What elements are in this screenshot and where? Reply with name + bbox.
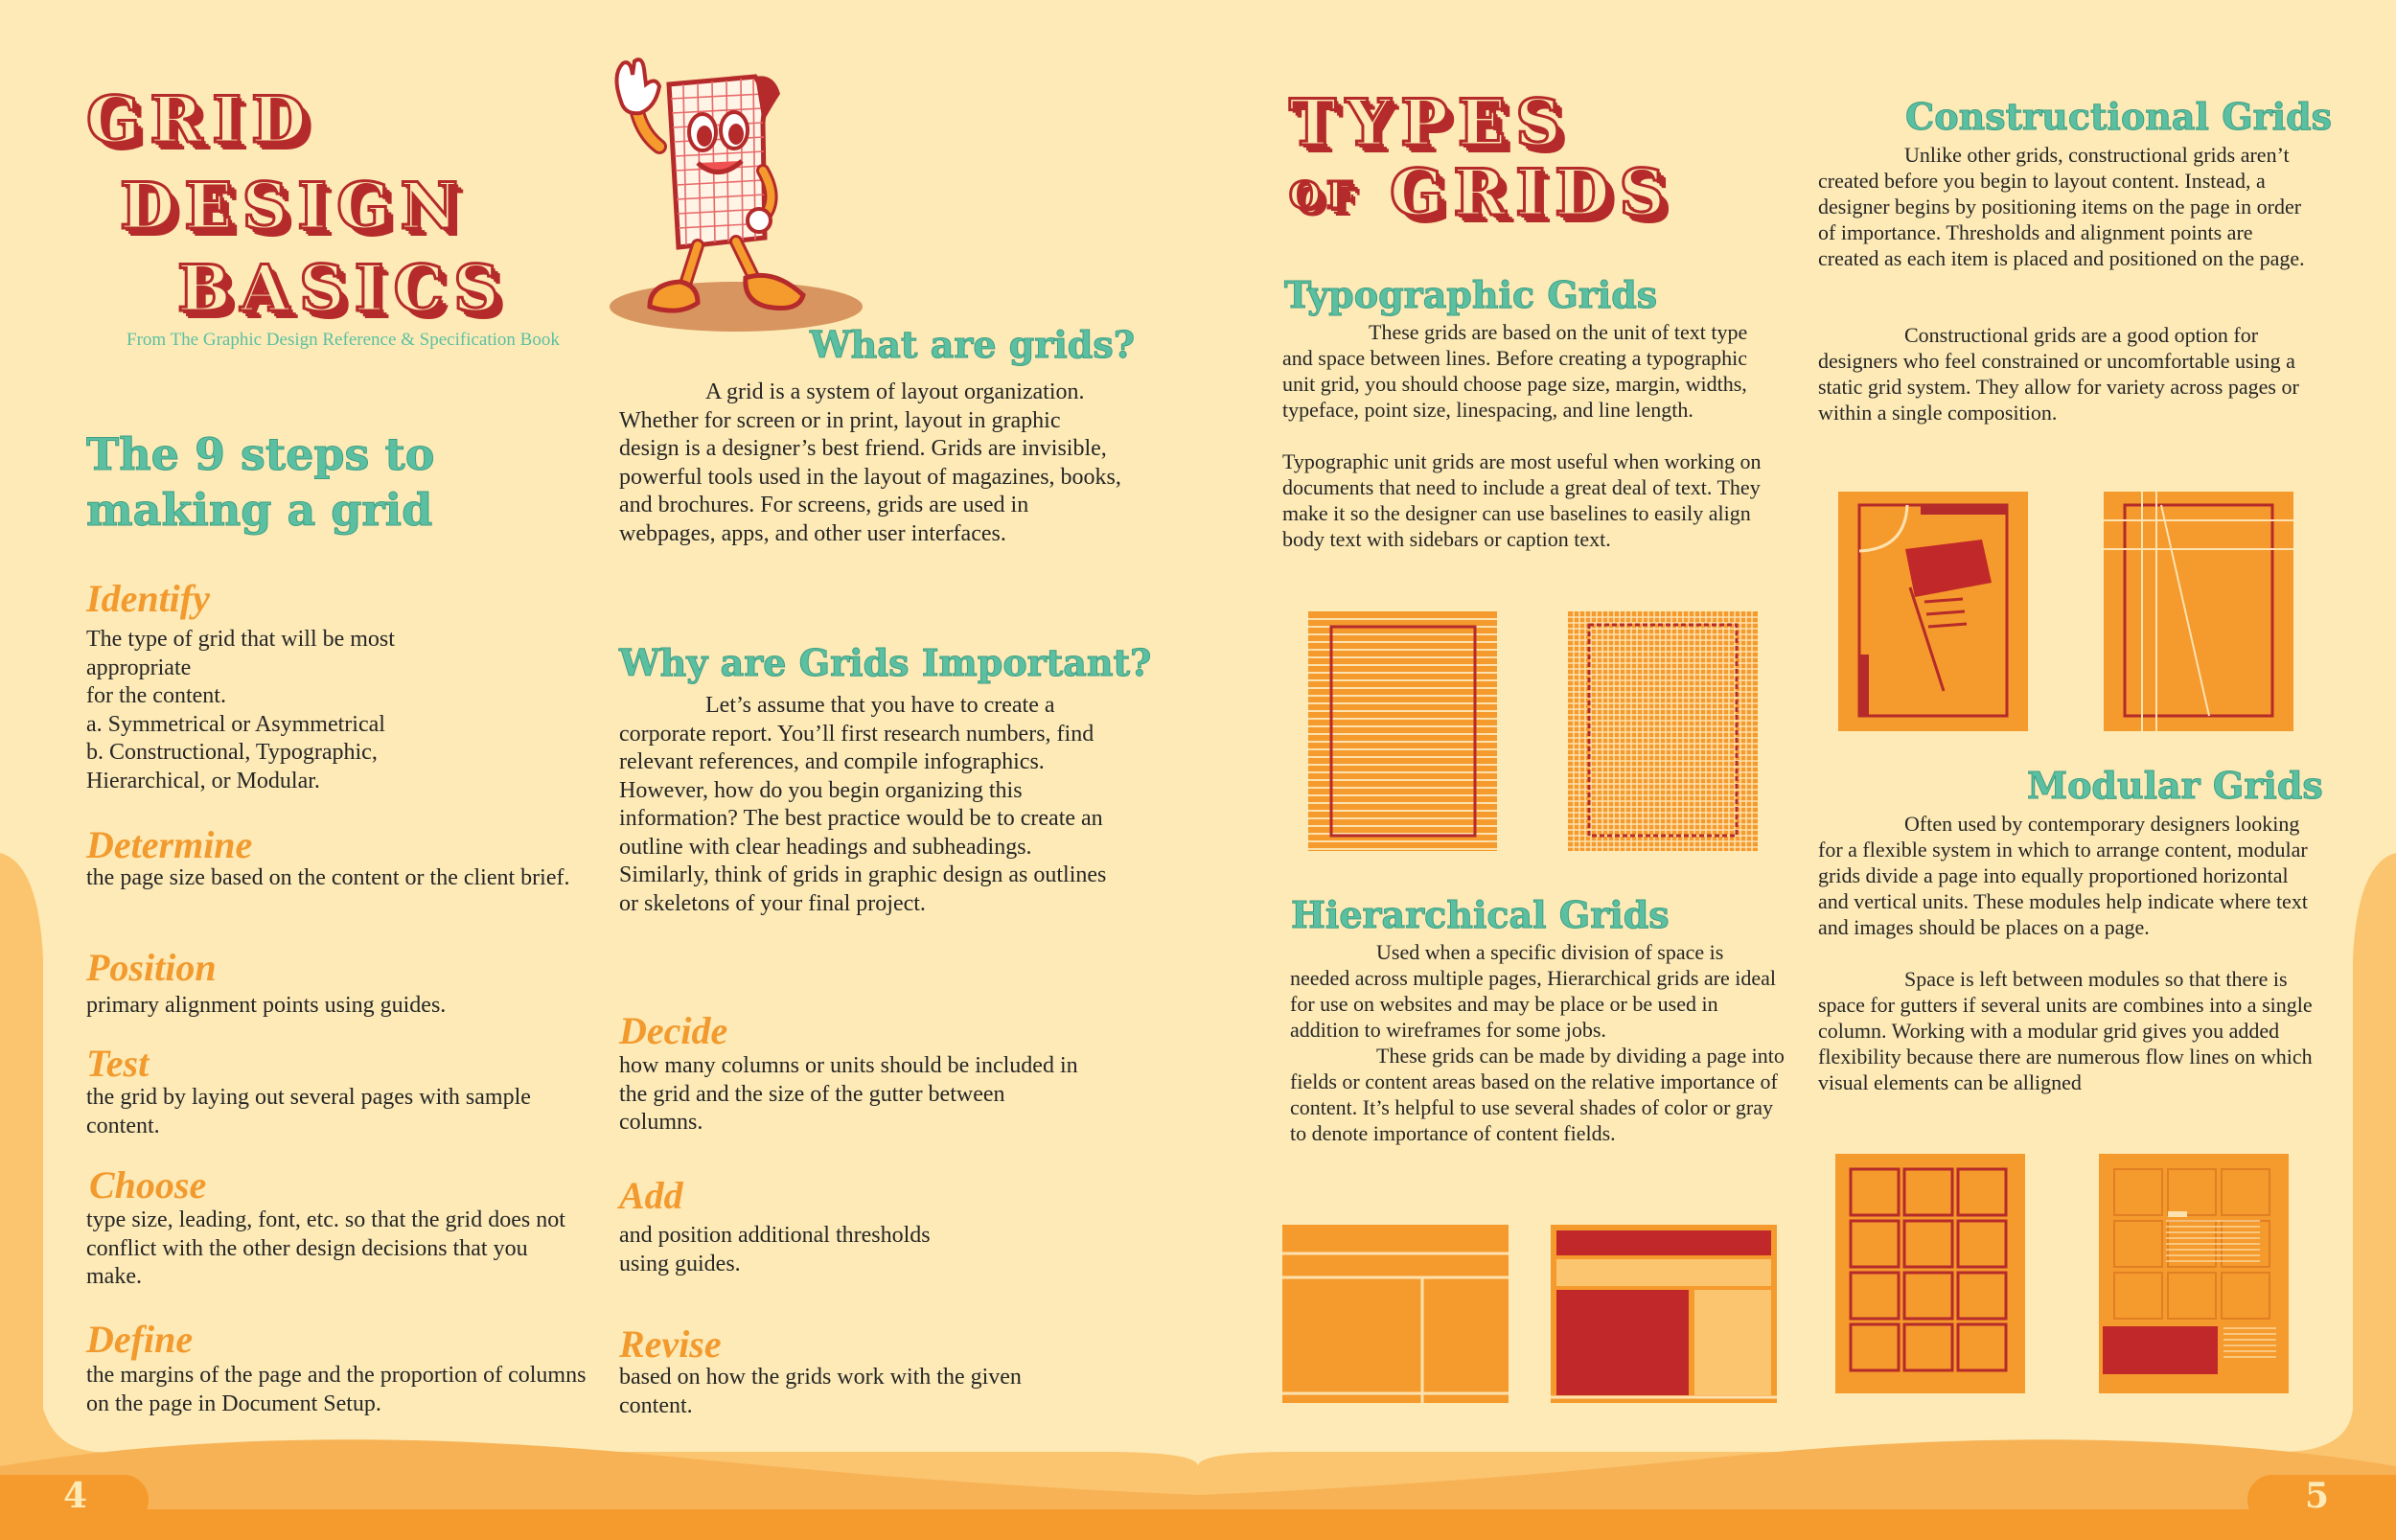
constructional-text-2: Constructional grids are a good option for designers who feel constrained or uncomfortable using a static grid system. They allow for variety across pages or within a single composition. (1818, 323, 2299, 425)
step-position-label: Position (86, 946, 217, 989)
why-important-heading: Why are Grids Important? (619, 641, 1152, 684)
typographic-text-2: Typographic unit grids are most useful when working on documents that need to include a great deal of text. They make it so the designer can use baselines to easily align body text with sidebars or caption text. (1282, 449, 1762, 551)
page-number-right: 5 (2305, 1476, 2330, 1516)
typographic-heading: Typographic Grids (1284, 273, 1658, 316)
step-test-text: the grid by laying out several pages with sample content. (86, 1085, 531, 1138)
title-line-grid: GRID (86, 82, 316, 157)
step-position-text: primary alignment points using guides. (86, 993, 447, 1018)
title-of: OF (1289, 173, 1359, 217)
step-test-label: Test (86, 1042, 150, 1085)
step-add-text: and position additional thresholds using guides. (619, 1223, 931, 1276)
constructional-grid-thumbnail-a (1838, 492, 2028, 731)
step-revise-label: Revise (619, 1322, 722, 1366)
what-are-grids-text: A grid is a system of layout organization. Whether for screen or in print, layout in graphic design is a designer’s best friend. Grids are invisible, powerful tools used in the layout of magazines, books, and brochures. For screens, grids are used in webpages, apps, and other user interfaces. (619, 379, 1121, 546)
title-line-basics: BASICS (177, 251, 509, 326)
step-decide-label: Decide (619, 1009, 728, 1052)
modular-grid-thumbnail-b (2099, 1154, 2289, 1393)
modular-text-2: Space is left between modules so that there is space for gutters if several units are combines into a single column. Working with a modular grid gives you added flexibility because there are numerous flow lines on which visual elements can be alligned (1818, 967, 2313, 1094)
step-identify-text: The type of grid that will be most appropriate for the content. a. Symmetrical or Asymmetrical b. Constructional, Typographic, Hierarchical, or Modular. (86, 627, 395, 793)
modular-text-1: Often used by contemporary designers looking for a flexible system in which to arrange content, modular grids divide a page into equally proportioned horizontal and vertical units. These modules help indicate where text and images should be places on a page. (1818, 812, 2308, 939)
step-determine-label: Determine (86, 823, 253, 866)
typographic-grid-mesh-thumbnail (1568, 611, 1758, 851)
what-are-grids-heading: What are grids? (810, 323, 1136, 366)
title-types: TYPES (1289, 85, 1571, 160)
page-number-left: 4 (63, 1476, 88, 1516)
constructional-heading: Constructional Grids (1905, 95, 2333, 138)
step-determine-text: the page size based on the content or the client brief. (86, 865, 570, 890)
modular-heading: Modular Grids (2027, 764, 2323, 807)
typographic-grid-lines-thumbnail (1308, 611, 1497, 851)
step-identify-label: Identify (86, 577, 210, 620)
why-important-text: Let’s assume that you have to create a corporate report. You’ll first research numbers, find relevant references, and compile infographics. However, how do you begin organizing this information? The best practice would be to create an outline with clear headings and subheadings. Similarly, think of grids in graphic design as outlines or skeletons of your final project. (619, 693, 1107, 916)
steps-heading: The 9 steps to making a grid (86, 428, 435, 536)
step-choose-label: Choose (89, 1163, 207, 1207)
step-define-text: the margins of the page and the proportion of columns on the page in Document Setup. (86, 1363, 587, 1416)
grid-mascot-illustration (602, 56, 870, 333)
constructional-grid-thumbnail-b (2104, 492, 2293, 731)
hierarchical-text-2: These grids can be made by dividing a page into fields or content areas based on the relative importance of content. It’s helpful to use several shades of color or gray to denote importance of content fields. (1290, 1044, 1785, 1145)
hierarchical-grid-thumbnail-b (1551, 1225, 1777, 1403)
hierarchical-grid-thumbnail-a (1282, 1225, 1509, 1403)
typographic-text-1: These grids are based on the unit of text type and space between lines. Before creating a typographic unit grid, you should choose page size, margin, widths, typeface, point size, linespacing, and line length. (1282, 320, 1748, 422)
constructional-text-1: Unlike other grids, constructional grids aren’t created before you begin to layout content. Instead, a designer begins by positioning items on the page in order of importance. Thresholds and alignment points are created as each item is placed and positioned on the page. (1818, 143, 2305, 270)
step-decide-text: how many columns or units should be included in the grid and the size of the gutter between columns. (619, 1053, 1078, 1135)
step-revise-text: based on how the grids work with the given content. (619, 1365, 1022, 1418)
hierarchical-text-1: Used when a specific division of space is needed across multiple pages, Hierarchical grids are ideal for use on websites and may be place or be used in addition to wireframes for some jobs. (1290, 940, 1776, 1042)
title-grids: GRIDS (1390, 155, 1674, 230)
step-add-label: Add (619, 1174, 683, 1217)
title-line-design: DESIGN (120, 169, 468, 243)
modular-grid-thumbnail-a (1835, 1154, 2025, 1393)
hierarchical-heading: Hierarchical Grids (1291, 893, 1670, 936)
step-define-label: Define (86, 1318, 194, 1361)
step-choose-text: type size, leading, font, etc. so that the grid does not conflict with the other design decisions that you make. (86, 1207, 565, 1289)
source-credit: From The Graphic Design Reference & Specification Book (127, 330, 560, 350)
